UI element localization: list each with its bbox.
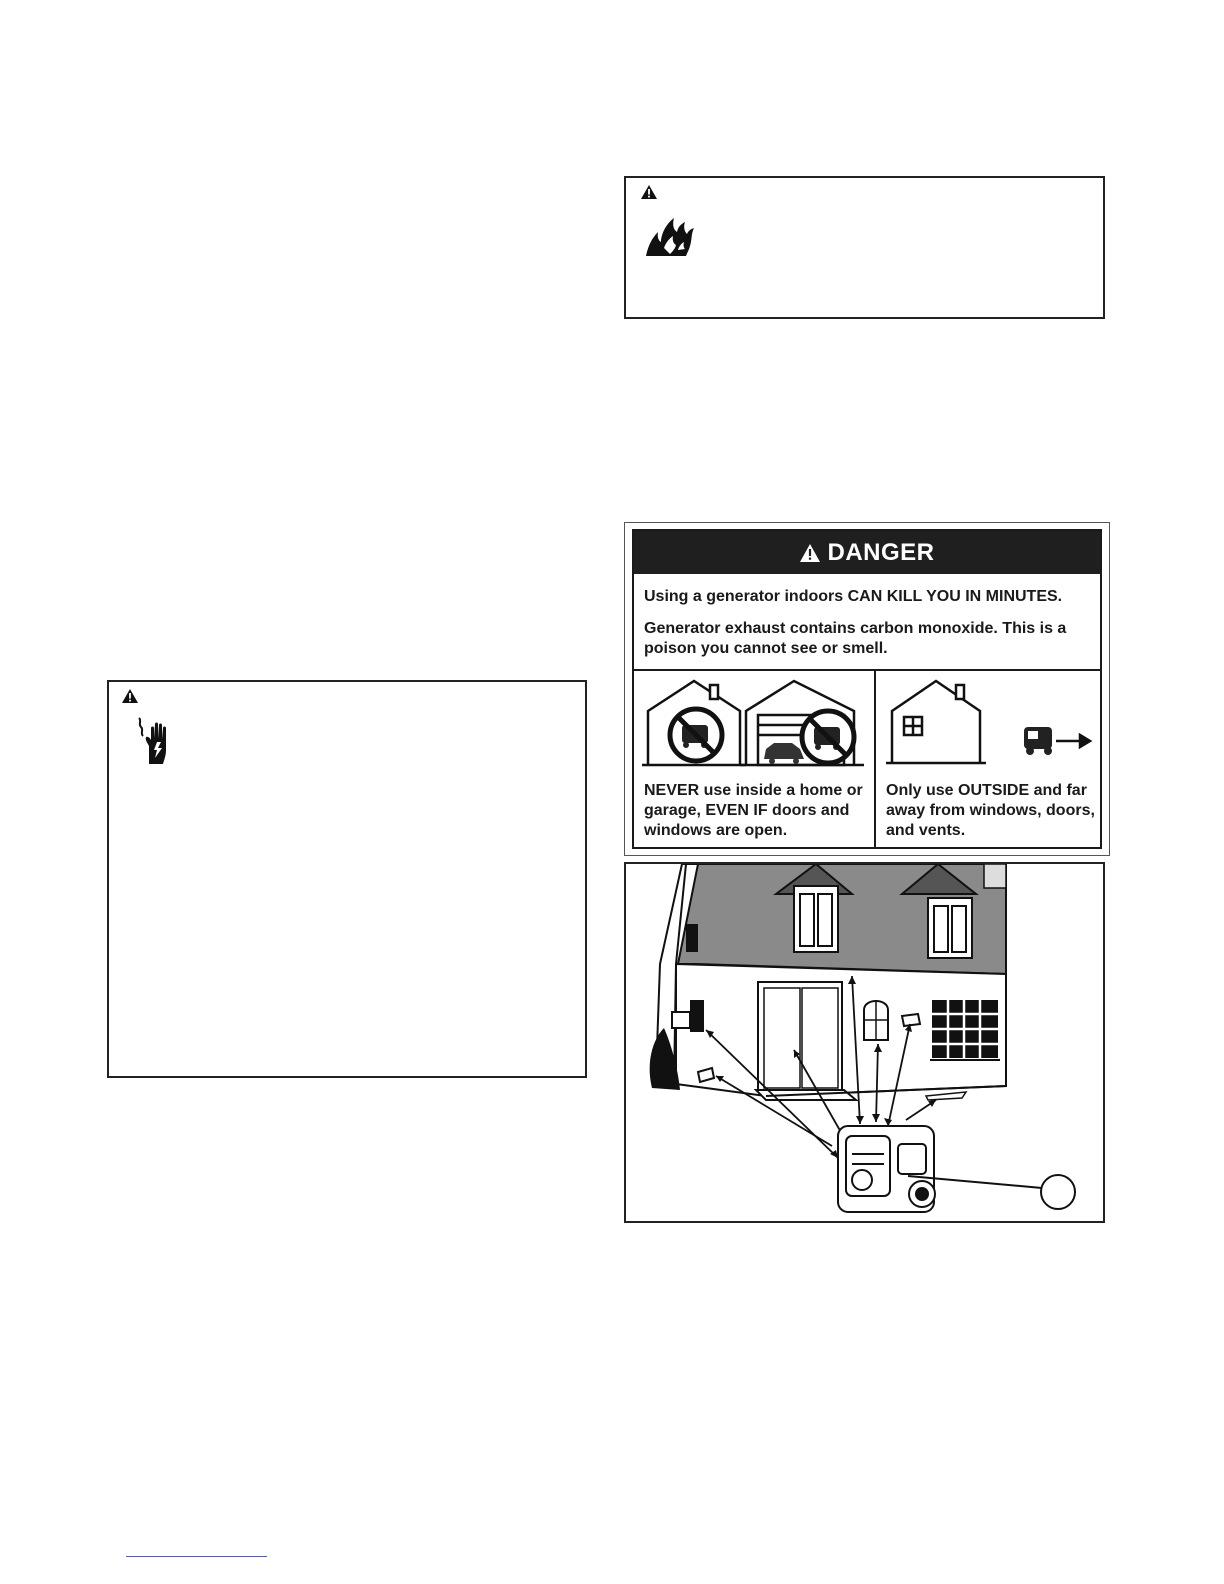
danger-line-1: Using a generator indoors CAN KILL YOU IN MINUTES. [644,588,1063,605]
warning-triangle-icon [640,184,658,200]
danger-label [624,522,1110,856]
outdoor-caption: Only use OUTSIDE and far away from windows, doors, and vents. [886,782,1095,839]
footer-rule [126,1556,267,1557]
callout-circle [1041,1175,1075,1209]
danger-panel-indoors [634,671,876,847]
fire-warning-box [624,176,1105,319]
generator-icon [1024,727,1052,755]
electric-shock-hand-icon [133,716,179,766]
prohibition-icon [670,709,722,761]
danger-line-2: Generator exhaust contains carbon monoxide. This is a poison you cannot see or smell. [644,620,1067,657]
danger-header [634,531,1100,574]
no-indoor-generator-illustration [634,671,874,775]
house-icon [886,681,986,763]
danger-panel-outdoors [876,671,1100,847]
warning-triangle-icon [121,688,139,704]
danger-text-block [634,574,1100,671]
house-generator-placement-illustration [626,864,1103,1221]
shock-warning-box [107,680,587,1078]
warning-triangle-icon [799,543,821,563]
danger-title: DANGER [827,538,935,566]
outdoor-generator-illustration [876,671,1098,775]
placement-figure [624,862,1105,1223]
fire-icon [642,216,698,258]
arrow-right-icon [1056,735,1090,747]
danger-label-frame [632,529,1102,849]
prohibition-icon [802,711,854,763]
car-icon [764,743,804,764]
generator-icon [838,1126,935,1212]
indoor-caption: NEVER use inside a home or garage, EVEN IF doors and windows are open. [644,782,863,839]
